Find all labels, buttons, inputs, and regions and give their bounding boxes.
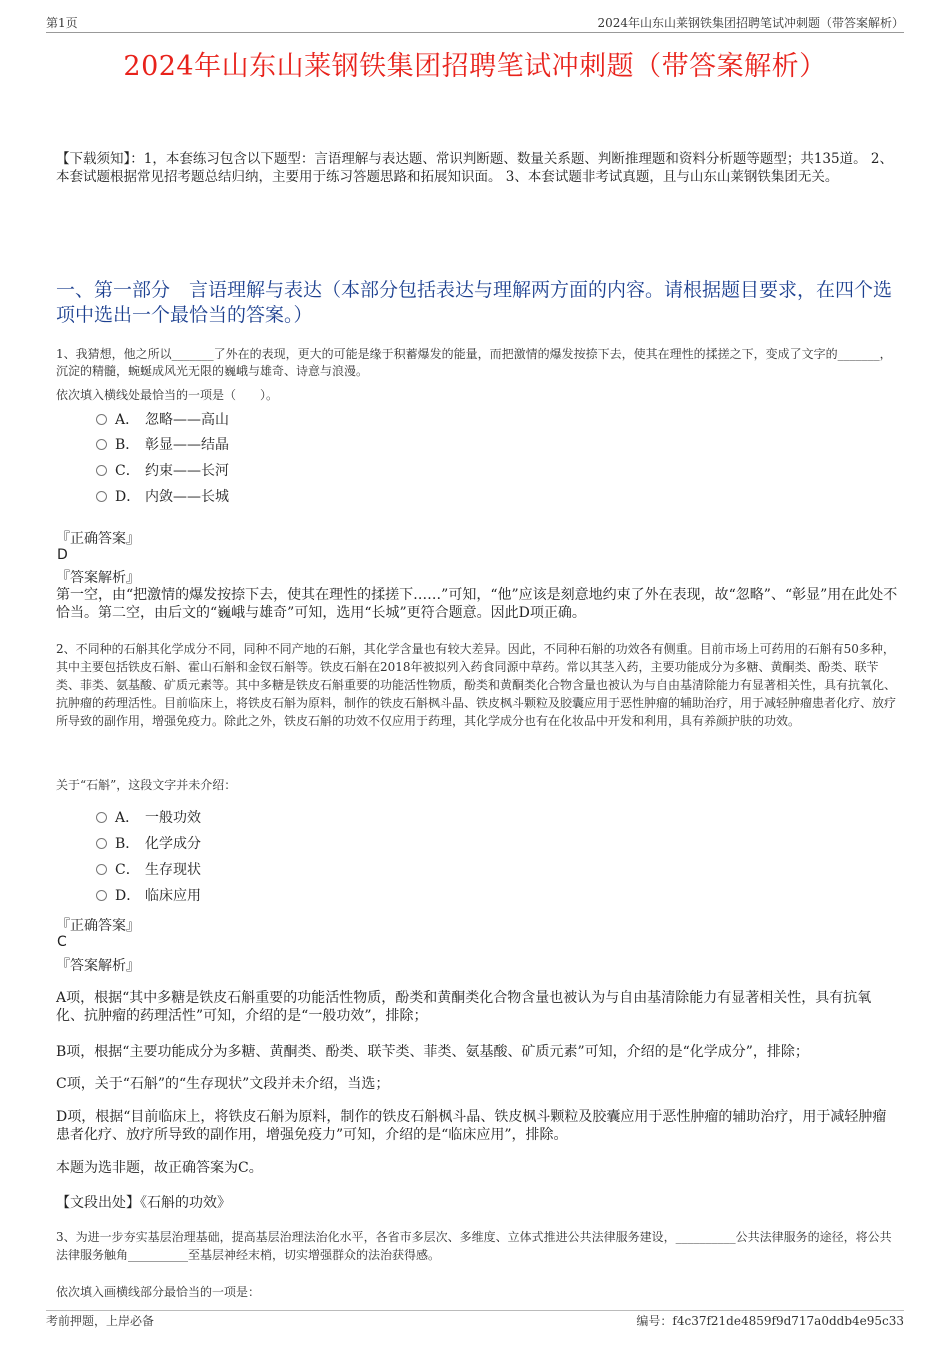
radio-icon[interactable] xyxy=(96,491,107,502)
analysis-label: 『答案解析』 xyxy=(56,958,140,974)
question-1-option-a[interactable]: A． 忽略——高山 xyxy=(96,410,229,430)
question-2-source: 【文段出处】《石斛的功效》 xyxy=(56,1195,231,1211)
question-2-option-b[interactable]: B． 化学成分 xyxy=(96,834,201,854)
question-2-conclusion: 本题为选非题，故正确答案为C。 xyxy=(56,1160,263,1176)
question-1-prompt: 依次填入横线处最恰当的一项是（ ）。 xyxy=(56,388,279,402)
page-header xyxy=(46,14,904,33)
question-2-analysis-b: B项，根据“主要功能成分为多糖、黄酮类、酚类、联苄类、菲类、氨基酸、矿质元素”可知，介绍的是“化学成分”，排除； xyxy=(56,1044,809,1060)
question-1-option-c[interactable]: C． 约束——长河 xyxy=(96,461,229,481)
question-3-prompt: 依次填入画横线部分最恰当的一项是： xyxy=(56,1285,261,1299)
radio-icon[interactable] xyxy=(96,414,107,425)
radio-icon[interactable] xyxy=(96,812,107,823)
question-2-analysis-a: A项，根据“其中多糖是铁皮石斛重要的功能活性物质，酚类和黄酮类化合物含量也被认为与自由基清除能力有显著相关性，具有抗氧化、抗肿瘤的药理活性”可知，介绍的是“一般功效”，排除； xyxy=(56,990,872,1024)
question-1-answer: D xyxy=(57,547,68,563)
download-notice: 【下载须知】：1，本套练习包含以下题型：言语理解与表达题、常识判断题、数量关系题、判断推理题和资料分析题等题型；共135道。 2、本套试题根据常见招考题总结归纳，主要用于练习答题思路和拓展知识面。 3、本套试题非考试真题，且与山东山莱钢铁集团无关。 xyxy=(56,151,893,185)
radio-icon[interactable] xyxy=(96,890,107,901)
header-doc-title: 2024年山东山莱钢铁集团招聘笔试冲刺题（带答案解析） xyxy=(597,16,904,30)
section-heading: 一、第一部分 言语理解与表达（本部分包括表达与理解两方面的内容。请根据题目要求，在四个选项中选出一个最恰当的答案。） xyxy=(56,279,893,326)
question-2-answer: C xyxy=(57,934,67,950)
correct-answer-label: 『正确答案』 xyxy=(56,531,140,547)
radio-icon[interactable] xyxy=(96,864,107,875)
question-2-prompt: 关于“石斛”，这段文字并未介绍： xyxy=(56,778,237,792)
question-2-option-d[interactable]: D． 临床应用 xyxy=(96,886,201,906)
question-1-option-d[interactable]: D． 内敛——长城 xyxy=(96,487,229,507)
correct-answer-label: 『正确答案』 xyxy=(56,918,140,934)
question-1-analysis: 第一空，由“把激情的爆发按捺下去，使其在理性的揉搓下……”可知，“他”应该是刻意地约束了外在表现，故“忽略”、“彰显”用在此处不恰当。第二空，由后文的“巍峨与雄奇”可知，选用“长城”更符合题意。因此D项正确。 xyxy=(56,587,898,621)
analysis-label: 『答案解析』 xyxy=(56,570,140,586)
footer-slogan: 考前押题，上岸必备 xyxy=(46,1314,155,1328)
footer-serial: 编号：f4c37f21de4859f9d717a0ddb4e95c33 xyxy=(636,1314,904,1328)
document-title: 2024年山东山莱钢铁集团招聘笔试冲刺题（带答案解析） xyxy=(123,51,827,82)
question-1-option-b[interactable]: B． 彰显——结晶 xyxy=(96,435,229,455)
radio-icon[interactable] xyxy=(96,439,107,450)
radio-icon[interactable] xyxy=(96,465,107,476)
page-number: 第1页 xyxy=(46,16,78,30)
question-2-option-c[interactable]: C． 生存现状 xyxy=(96,860,201,880)
footer-divider xyxy=(46,1310,904,1311)
question-1-text: 1、我猜想，他之所以_______了外在的表现，更大的可能是缘于积蓄爆发的能量，而把激情的爆发按捺下去，使其在理性的揉搓之下，变成了文字的_______，沉淀的精髓，蜿蜒成风光无限的巍峨与雄奇、诗意与浪漫。 xyxy=(56,347,892,378)
question-2-analysis-c: C项，关于“石斛”的“生存现状”文段并未介绍，当选； xyxy=(56,1076,390,1092)
question-2-text: 2、不同种的石斛其化学成分不同，同种不同产地的石斛，其化学含量也有较大差异。因此，不同种石斛的功效各有侧重。目前市场上可药用的石斛有50多种，其中主要包括铁皮石斛、霍山石斛和金钗石斛等。铁皮石斛在2018年被拟列入药食同源中草药。常以其茎入药，主要功能成分为多糖、黄酮类、酚类、联苄类、菲类、氨基酸、矿质元素等。其中多糖是铁皮石斛重要的功能活性物质，酚类和黄酮类化合物含量也被认为与自由基清除能力有显著相关性，具有抗氧化、抗肿瘤的药理活性。目前临床上，将铁皮石斛为原料，制作的铁皮石斛枫斗晶、铁皮枫斗颗粒及胶囊应用于恶性肿瘤的辅助治疗，用于减轻肿瘤患者化疗、放疗所导致的副作用，增强免疫力。除此之外，铁皮石斛的功效不仅应用于药理，其化学成分也有在化妆品中开发和利用，具有养颜护肤的功效。 xyxy=(56,642,897,728)
question-3-text: 3、为进一步夯实基层治理基础，提高基层治理法治化水平，各省市多层次、多维度、立体式推进公共法律服务建设，__________公共法律服务的途径，将公共法律服务触角__________至基层神经末梢，切实增强群众的法治获得感。 xyxy=(56,1230,892,1262)
question-2-option-a[interactable]: A． 一般功效 xyxy=(96,808,201,828)
question-2-analysis-d: D项，根据“目前临床上，将铁皮石斛为原料，制作的铁皮石斛枫斗晶、铁皮枫斗颗粒及胶囊应用于恶性肿瘤的辅助治疗，用于减轻肿瘤患者化疗、放疗所导致的副作用，增强免疫力”可知，介绍的是“临床应用”，排除。 xyxy=(56,1109,887,1143)
radio-icon[interactable] xyxy=(96,838,107,849)
